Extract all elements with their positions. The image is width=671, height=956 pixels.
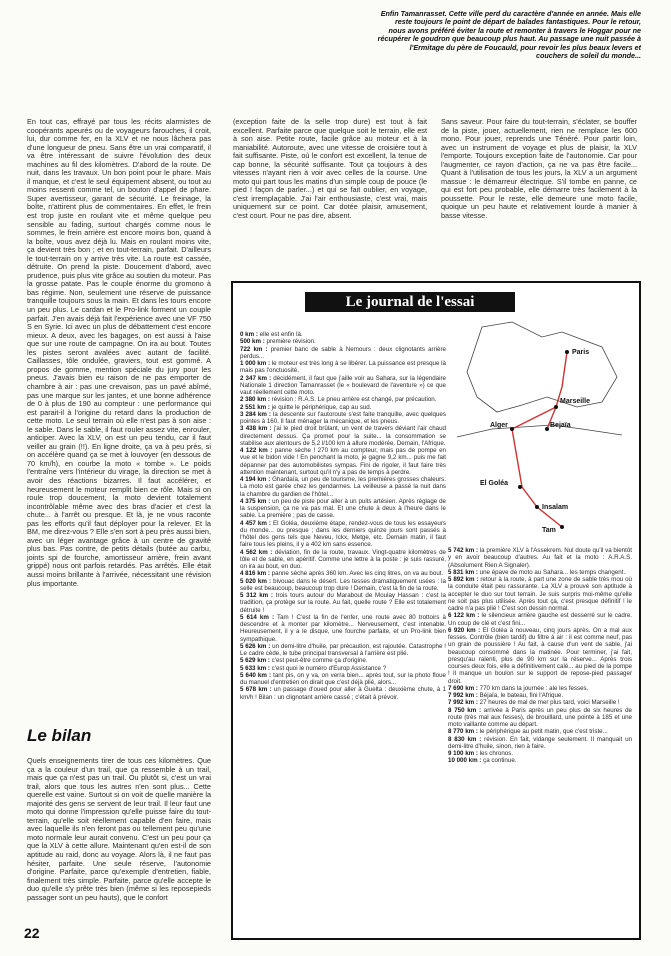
journal-entry-text: elle est enfin là. — [259, 331, 303, 338]
journal-entry-text: le périphérique au petit matin, que c'est triste... — [479, 728, 608, 736]
journal-entry — [240, 396, 446, 403]
journal-entry-text: je quitte le périphérique, cap au sud. — [271, 403, 372, 411]
article-column-3 — [441, 118, 637, 221]
journal-entry-text: retour à la route, à part une zone de sable très mou où la conduite était peu rassurante. La XLV a prouvé son aptitude à accepter le duo sur tout terrain. Je suis surpris moi-même qu'elle ne soit pas plus utilisée. Après tout ça, c'est presque définitif ! le cadre n'a pas plié ! C'est son dessin normal. — [448, 576, 632, 612]
map-label-tam: Tam — [542, 527, 556, 534]
journal-entry-text: une épave de moto au Sahara... les temps changent. — [479, 568, 626, 576]
journal-entry — [448, 547, 632, 569]
journal-entry — [448, 569, 632, 576]
journal-entry-text: panne sèche ! 270 km au compteur, mais pas de pompe en vue et le bidon vide ! En penchant la moto, je gagne 9,2 km... puis me fait dépanner par des automobilistes sympas. Fini de rigoler, il faut faire très attention maintenant, surtout qu'il n'y a pas de temps à perdre. — [240, 447, 446, 476]
journal-entry-km: 10 000 km : — [448, 757, 482, 765]
journal-entry-km: 3 438 km : — [240, 425, 272, 433]
bilan-text: Quels enseignements tirer de tous ces kilomètres. Que ça a la couleur d'un trail, que ça ressemble à un trail, mais que ça n'est pas un trail. Ou plutôt si, c'est un vrai trail, alors que tous les autres n'en sont plus... Cette querelle est vaine. Surtout si on voit de quelle manière la majorité des gens se servent de leur trail. Il leur faut une moto qui donne l'impression qu'elle puisse faire du tout-terrain, qu'elle soit réellement capable d'en faire, mais avec laquelle ils n'en feront pas ou tellement peu qu'une moto normale leur aurait convenu. C'est un peu pour ça que la XLV à cette allure. Maintenant qu'en est-il de son aptitude au raid, donc au voyage. Alors là, il ne faut pas hésiter, parfaite. Une seule réserve, l'autonomie d'origine. Parfaite, parce qu'exemple d'entretien, fiable, finalement très simple. Parfaite, parce qu'elle accepte le duo qu'elle s'y prête très bien (même si les reposepieds passager sont un peu hauts), que le confort — [27, 756, 211, 902]
journal-entry-km: 8 830 km : — [448, 735, 482, 743]
journal-entry-text: Tam ! C'est la fin de l'enfer, une route avec 80 trottoirs à descendre et à monter par kilomètre... Nerveusement, c'est intenable. Heureusement, il y a le disque, une fourche parfaite, et un Pro-link bien sympathique. — [240, 613, 446, 643]
journal-entries-right — [448, 547, 632, 765]
journal-entry — [240, 338, 446, 345]
journal-entry — [240, 346, 446, 361]
article-column-1 — [27, 118, 211, 588]
journal-entry-km: 4 562 km : — [240, 548, 273, 556]
journal-entry-km: 5 892 km : — [448, 576, 479, 583]
journal-entry-km: 5 640 km : — [240, 671, 272, 679]
journal-entry-km: 8 750 km : — [448, 706, 482, 714]
journal-entry — [448, 612, 632, 627]
journal-entry — [240, 447, 446, 476]
journal-entry-km: 8 770 km : — [448, 728, 478, 736]
journal-entry-km: 5 742 km : — [448, 547, 479, 554]
map-label-el-golea: El Goléa — [480, 480, 509, 487]
journal-entry — [448, 757, 632, 764]
journal-entry-km: 4 457 km : — [240, 519, 271, 527]
journal-entry-text: 770 km dans la journée : ale les fesses. — [479, 684, 589, 692]
journal-entry-km: 7 690 km : — [448, 684, 478, 692]
journal-entry-text: un demi-litre d'huile, par précaution, est rajoutée. Catastrophe ! Le cadre cède, le tube principal transversal à l'arrière est plié. — [240, 642, 446, 657]
journal-entry-km: 722 km : — [240, 345, 268, 353]
journal-entry-km: 7 992 km : — [448, 692, 478, 699]
journal-entry-km: 2 380 km : — [240, 396, 270, 404]
route-map — [452, 317, 630, 543]
journal-entry — [448, 728, 632, 735]
journal-entry — [240, 614, 446, 643]
journal-entry — [240, 520, 446, 549]
journal-entry-text: premier banc de sable à Nemours : deux clignotants arrière perdus... — [240, 345, 446, 360]
map-city-dot — [545, 427, 549, 431]
journal-entry — [448, 627, 632, 685]
journal-entry-text: révision : R.A.S. Le pneu arrière est changé, par précaution. — [271, 396, 437, 404]
bilan-heading: Le bilan — [27, 726, 92, 745]
map-label-alger: Alger — [490, 422, 508, 429]
map-coastline — [467, 322, 617, 412]
journal-entry-km: 5 629 km : — [240, 657, 270, 665]
journal-entry — [240, 672, 446, 687]
journal-entry-text: tant pis, on y va, on verra bien... après tout, sur la photo floue du manuel d'entretien on dirait que c'est déjà plié, alors... — [240, 671, 446, 686]
journal-entry — [240, 404, 446, 411]
journal-entry — [240, 549, 446, 571]
journal-entry-text: j'ai le pied droit brûlant, un vent de travers déviant l'air chaud directement dessus. Ça promet pour la suite... la consommation se stabilise aux alentours de 5,2 l/100 km à allure modérée. Demain, l'Afrique. — [240, 425, 446, 447]
journal-entry-km: 5 312 km : — [240, 592, 273, 599]
journal-entry — [448, 699, 632, 706]
journal-entry-km: 0 km : — [240, 331, 258, 338]
journal-entry-text: la descente sur l'autoroute s'est faite tranquille, avec quelques pointes à 160. Il faut ménager la mécanique, et les pneus. — [240, 410, 446, 425]
journal-entry-km: 5 020 km : — [240, 577, 272, 585]
journal-entry — [240, 657, 446, 664]
journal-entry — [240, 375, 446, 397]
journal-entry-text: panne sèche après 360 km. Avec les cinq litres, on va au bout. — [271, 570, 444, 578]
journal-entry-km: 6 122 km : — [448, 612, 480, 620]
journal-entry — [240, 331, 446, 338]
journal-entry-text: décidément, il faut que j'aille voir au Sahara, sur la légendaire Nationale 1 direction Tamanrasset (le « boulevard de l'aventure ») ce que vaut réellement cette moto. — [240, 374, 446, 396]
journal-entry — [448, 685, 632, 692]
page-number: 22 — [24, 925, 40, 941]
journal-entry-text: un passage d'oued pour aller à Guelta : deuxième chute, à 1 km/h ! Bilan : un clignotant arrière cassé ; c'était à prévoir. — [240, 686, 446, 701]
journal-entry — [448, 736, 632, 751]
map-label-marseille: Marseille — [560, 398, 590, 405]
journal-entry-text: ça continue. — [483, 757, 517, 765]
journal-entry — [240, 570, 446, 577]
journal-entry-text: les chronos. — [479, 750, 514, 757]
map-city-dot — [518, 485, 522, 489]
journal-entry-km: 2 551 km : — [240, 403, 270, 411]
journal-entry-text: trois tours autour du Marabout de Moulay Hassan : c'est la tradition, ça protège sur la route. Au fait, quelle route ? Elle est totalement détruite ! — [240, 592, 446, 614]
journal-entry-km: 5 831 km : — [448, 568, 478, 576]
journal-entry-text: Béjaïa, le bateau, fini l'Afrique. — [479, 692, 564, 699]
column-2-text: (exception faite de la selle trop dure) est tout à fait excellent. Parfaite parce que quelque soit le terrain, elle est à son aise. Petite route, facile grâce au moteur et à la maniabilité. Autoroute, avec une vitesse de croisière tout à fait suffisante. Piste, où le confort est excellent, la tenue de cap bonne, la sécurité suffisante. Tout ça toujours à des vitesses n'ayant rien à voir avec celles de la course. Une moto qui part tous les matins d'un simple coup de pouce (le pied ! façon de parler...) et qui se fait oublier, en voyage, c'est irremplaçable. J'ai l'air enthousiaste, c'est vrai, mais uniquement sur ce point. Car dotée plaisir, amusement, c'est court. Pour ne pas dire, absent. — [233, 117, 427, 221]
journal-entry-text: El Goléa, deuxième étape, rendez-vous de tous les essayeurs du monde... ou presque ; dans les derniers quinze jours sont passés à l'hôtel des gens tels que Neveu, Ickx, Metge, etc. Demain matin, il faut faire tous les pleins, il y a 402 km sans essence. — [240, 519, 446, 549]
map-label-bejaia: Bejaïa — [550, 422, 571, 429]
journal-entry-km: 9 100 km : — [448, 750, 478, 757]
journal-entry-text: c'est quoi le numéro d'Europ Assistance ? — [271, 664, 387, 672]
journal-entry — [448, 750, 632, 757]
journal-entry-text: arrivée à Paris après un peu plus de six heures de route (très mal aux fesses), de brouillard, une pointe à 185 et une moto vaillante comme au départ. — [448, 706, 632, 728]
map-city-dot — [510, 427, 514, 431]
journal-entry-km: 4 194 km : — [240, 476, 271, 483]
journal-entry-text: El Goléa à nouveau, cinq jours après. On a mal aux fesses. Contrôle (bien tardif) du filtre à air : il est comme neuf, pas un grain de poussière ! Au fait, à cause d'un vent de sable, j'ai beaucoup consommé dans la matinée. Pour terminer, j'ai fait, presqu'au ralenti, plus de 90 km sur la réserve... Après trois courses deux fois, elle a définitivement calé... au pied de la pompe ! Il manque un boulon sur le support de repose-pied passager droit. — [448, 626, 632, 685]
column-3-text: Sans saveur. Pour faire du tout-terrain, s'éclater, se bouffer de la piste, jouer, actuellement, rien ne remplace les 600 mono. Pour jouer, reprends une Ténéré. Pour partir loin, avec un instrument de voyage et plus de plaisir, la XLV l'emporte. Toujours exception faite de l'autonomie. Car pour l'augmenter, ce rayon d'action, ça ne va pas être facile... Quant à l'utilisation de tous les jours, la XLV a un argument massue : le démarreur électrique. S'il tombe en panne, ce qui est fort peu probable, elle démarre très facilement à la poussette. Pour le reste, elle demeure une moto facile, quoique un peu haute et relativement lourde à manier à basse vitesse. — [441, 117, 637, 221]
journal-entry — [240, 476, 446, 498]
journal-entry — [448, 707, 632, 729]
journal-entry-text: le moteur est très long à se libérer. La puissance est presque là mais pas l'onctuosité. — [240, 360, 446, 375]
map-city-dot — [535, 505, 539, 509]
map-city-dot — [554, 405, 558, 409]
journal-entry-text: 27 heures de mal de mer plus tard, voici Marseille ! — [479, 699, 620, 707]
journal-entry-km: 4 375 km : — [240, 497, 271, 505]
photo-caption: Enfin Tamanrasset. Cette ville perd du caractère d'année en année. Mais elle reste toujours le point de départ de balades fantastiques. Pour le retour, nous avons préféré éviter la route et remonter à travers le Hoggar pour ne récupérer le goudron que beaucoup plus haut. Au passage une nuit passée à l'Ermitage du père de Foucauld, pour revoir les plus beaux levers et couchers de soleil du monde... — [377, 9, 641, 61]
map-city-dot — [560, 525, 564, 529]
journal-entry-km: 1 000 km : — [240, 360, 271, 367]
article-column-2 — [233, 118, 427, 221]
map-label-paris: Paris — [572, 349, 590, 356]
column-1-text: En tout cas, effrayé par tous les récits alarmistes de coopérants apeurés ou de voyageurs farouches, il croit, lui, dur comme fer, en la XLV et ne nous lâchera pas d'une longueur de pneu. Sans être un vrai comparatif, il va être intéressant de suivre l'évolution des deux machines au fil des kilomètres. D'abord de la route. De nuit, dans les travaux. Un bon point pour le phare. Mais il manque, et c'est le seul équipement absent, ou tout au moins ressenti comme tel, un bouton d'appel de phare. Super avertisseur, garant de sécurité. Le freinage, la boîte, n'attirent plus de commentaires. En effet, le frein est trop juste en roulant vite et même quelque peu sensible au fading, surtout chargés comme nous le sommes, le frein arrière est encore moins bon, quand à la boîte, vous avez déjà lu. Mais en roulant moins vite, ça devient très bon ; et en tout-terrain, parfait. D'ailleurs le tout-terrain on y arrive très vite. La route est cassée, détruite. On prend la piste. Doucement d'abord, avec prudence, puis plus vite grâce au soutien du moteur. Pas la grosse patate. Pas le couple énorme du gromono à bas régime. Non, seulement une réserve de puissance tranquille toujours sous la main. Et dans les tours encore un peu plus. Le cardan et le Pro-link forment un couple parfait. J'en avais déjà fait l'expérience avec une VF 750 S en Syrie. Ici avec un plus de débattement c'est encore mieux. A deux, avec les bagages, on est aussi à l'aise que sur une route de campagne. On ira au bout. Toutes les pistes seront avalées avec autant de facilité. Caillasses, tôle ondulée, graviers, tout est gommé. A propos de gomme, mention spéciale du jury pour les pneus. J'avais bien eu raison de ne pas emporter de chambre à air : pas une crevaison, pas un pavé abîmé, pas une marque sur les jantes, et une bonne adhérence de 0 à plus de 190 au compteur : une performance qui est parait-il à l'origine du retard dans la production de cette moto. Le seul terrain où elle n'est pas à son aise : le sable. Dans le sable, il faut rouler assez vite, enrouler, anticiper. Avec la XLV, on est un peu tendu, car il faut veiller au grain (!!). En ligne droite, ça va à peu près, si on accélère quand ça se met à louvoyer (en dessous de 70 km/h), en courbe la moto « tombe ». Le poids l'entraîne vers l'intérieur du virage, la direction se met à avoir des réactions bizarres. Il faut accélérer, et heureusement le moteur remplit bien ce rôle. Mais si on roule trop doucement, la moto devient totalement incontrôlable même avec des bras d'acier et c'est la chute... à l'arrêt ou presque. Et là, je ne vous raconte pas les efforts qu'il faut déployer pour la relever. Et la BM, me direz-vous ? Elle s'en sort à peu près aussi bien, avec un léger avantage grâce à un centre de gravité plus bas. Pas contre, de petits détails (butée au carbu, joints spi de fourche, amortisseur arrière, frein avant grippé) nous ont parfois retardés. Pas arrêtés. Elle était aussi moins brillante à l'arrivée, nécessitant une révision plus importante. — [27, 117, 211, 588]
journal-title: Le journal de l'essai — [305, 292, 515, 312]
journal-entry-km: 6 920 km : — [448, 626, 481, 634]
map-coast-africa — [457, 425, 622, 437]
journal-entry-km: 5 633 km : — [240, 664, 270, 672]
journal-entry-km: 3 284 km : — [240, 410, 271, 418]
journal-entry-km: 5 626 km : — [240, 642, 271, 650]
journal-entry — [240, 360, 446, 375]
journal-entry-text: Ghardaïa, un peu de tourisme, les premières grosses chaleurs. La moto est garée chez les gendarmes. La veilleuse a passé la nuit dans la chambre du gardien de l'hôtel... — [240, 476, 446, 498]
journal-entry-km: 500 km : — [240, 338, 265, 346]
map-route-line — [512, 352, 567, 527]
journal-entry — [240, 578, 446, 593]
journal-entry — [240, 592, 446, 614]
journal-entries-left — [240, 331, 446, 701]
journal-entry — [240, 643, 446, 658]
journal-entry — [448, 692, 632, 699]
journal-entry-text: un peu de piste pour aller à un puits artésien. Après réglage de la suspension, ça ne va pas mal. Et une chute à deux à l'heure dans le sable. La première ; pas de casse. — [240, 497, 446, 520]
map-city-dot — [565, 350, 569, 354]
journal-entry-text: déviation, fin de la route, travaux. Vingt-quatre kilomètres de tôle et de sable, en apéritif. Comme une lettre à la poste : je suis rassuré, on ira au bout, en duo. — [240, 548, 446, 570]
journal-entry — [448, 576, 632, 612]
journal-entry-km: 5 614 km : — [240, 613, 275, 621]
journal-entry-text: c'est peut-être comme ça d'origine. — [271, 657, 368, 665]
journal-entry-text: révision. En fait, vidange seulement. Il manquait un demi-litre d'huile, sinon, rien à faire. — [448, 735, 632, 750]
journal-entry-text: la première XLV à l'Assekrem. Nul doute qu'il va bientôt y en avoir beaucoup d'autres. Au fait et la moto : A.R.A.S. (Absolument Rien A Signaler). — [448, 547, 632, 569]
journal-entry — [240, 411, 446, 426]
journal-entry-text: première révision. — [266, 338, 316, 346]
journal-entry — [240, 425, 446, 447]
journal-entry — [240, 686, 446, 701]
journal-entry-km: 4 816 km : — [240, 570, 270, 578]
journal-entry-text: le silencieux arrière gauche est desserré sur le cadre. Un coup de clé et c'est fini... — [448, 612, 632, 627]
journal-entry-km: 7 992 km : — [448, 699, 478, 707]
journal-entry-text: bivouac dans le désert. Les tesses dramatiquement usées : la selle est beaucoup, beaucoup trop dure ! Demain, c'est la fin de la route. — [240, 577, 446, 592]
journal-entry-km: 2 347 km : — [240, 374, 272, 382]
journal-entry-km: 5 678 km : — [240, 686, 272, 694]
journal-entry — [240, 665, 446, 672]
map-label-insalam: Insalam — [542, 504, 569, 511]
journal-entry-km: 4 122 km : — [240, 447, 273, 454]
journal-entry — [240, 498, 446, 520]
